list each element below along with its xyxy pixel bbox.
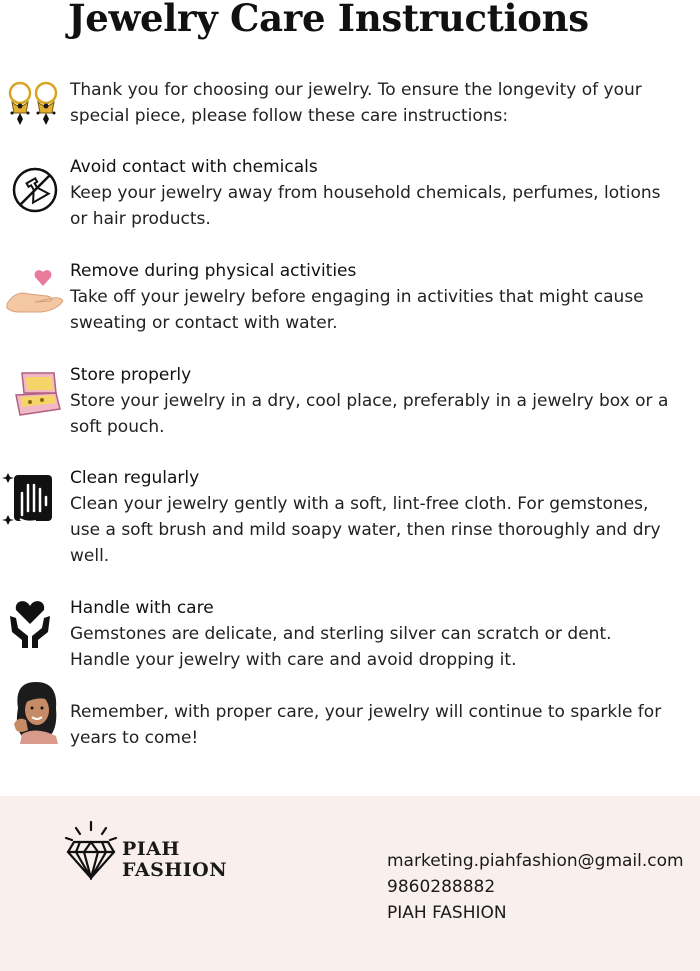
contact-email[interactable]: marketing.piahfashion@gmail.com: [387, 851, 684, 871]
contact-phone[interactable]: 9860288882: [387, 877, 496, 897]
section-heading: Store properly: [70, 365, 192, 385]
hand-heart-icon: [5, 268, 65, 320]
clean-hand-icon: [2, 471, 56, 531]
section-body: Clean your jewelry gently with a soft, lint-free cloth. For gemstones, use a soft brush and mild soapy water, then rinse thoroughly and dry well.: [70, 494, 661, 566]
earrings-icon: [4, 80, 62, 130]
brand-line: PIAH: [122, 838, 180, 860]
brand-line: FASHION: [122, 859, 228, 881]
contact-company: PIAH FASHION: [387, 903, 507, 923]
section-avoid-chemicals: [70, 154, 670, 232]
contact-info: [387, 848, 684, 926]
section-body: Gemstones are delicate, and sterling silver can scratch or dent. Handle your jewelry with care and avoid dropping it.: [70, 624, 612, 670]
page-title: Jewelry Care Instructions: [68, 0, 589, 40]
section-heading: Remove during physical activities: [70, 261, 357, 281]
section-clean-regularly: [70, 465, 670, 569]
section-remove-activities: [70, 258, 670, 336]
closing-text: Remember, with proper care, your jewelry will continue to sparkle for years to come!: [70, 702, 662, 748]
section-body: Take off your jewelry before engaging in activities that might cause sweating or contact with water.: [70, 287, 644, 333]
section-store-properly: [70, 362, 670, 440]
section-body: Keep your jewelry away from household chemicals, perfumes, lotions or hair products.: [70, 183, 661, 229]
hands-heart-icon: [8, 598, 52, 654]
section-body: Store your jewelry in a dry, cool place, preferably in a jewelry box or a soft pouch.: [70, 391, 669, 437]
no-chemicals-icon: [11, 166, 59, 218]
intro-text: Thank you for choosing our jewelry. To ensure the longevity of your special piece, please follow these care instructions:: [70, 80, 642, 126]
section-heading: Avoid contact with chemicals: [70, 157, 318, 177]
woman-avatar-icon: [8, 678, 64, 748]
footer: [0, 796, 700, 971]
section-handle-care: [70, 595, 670, 673]
diamond-logo-icon: [62, 820, 120, 884]
jewelry-box-icon: [12, 369, 62, 425]
section-heading: Clean regularly: [70, 468, 200, 488]
brand-name: [122, 839, 227, 881]
section-heading: Handle with care: [70, 598, 214, 618]
